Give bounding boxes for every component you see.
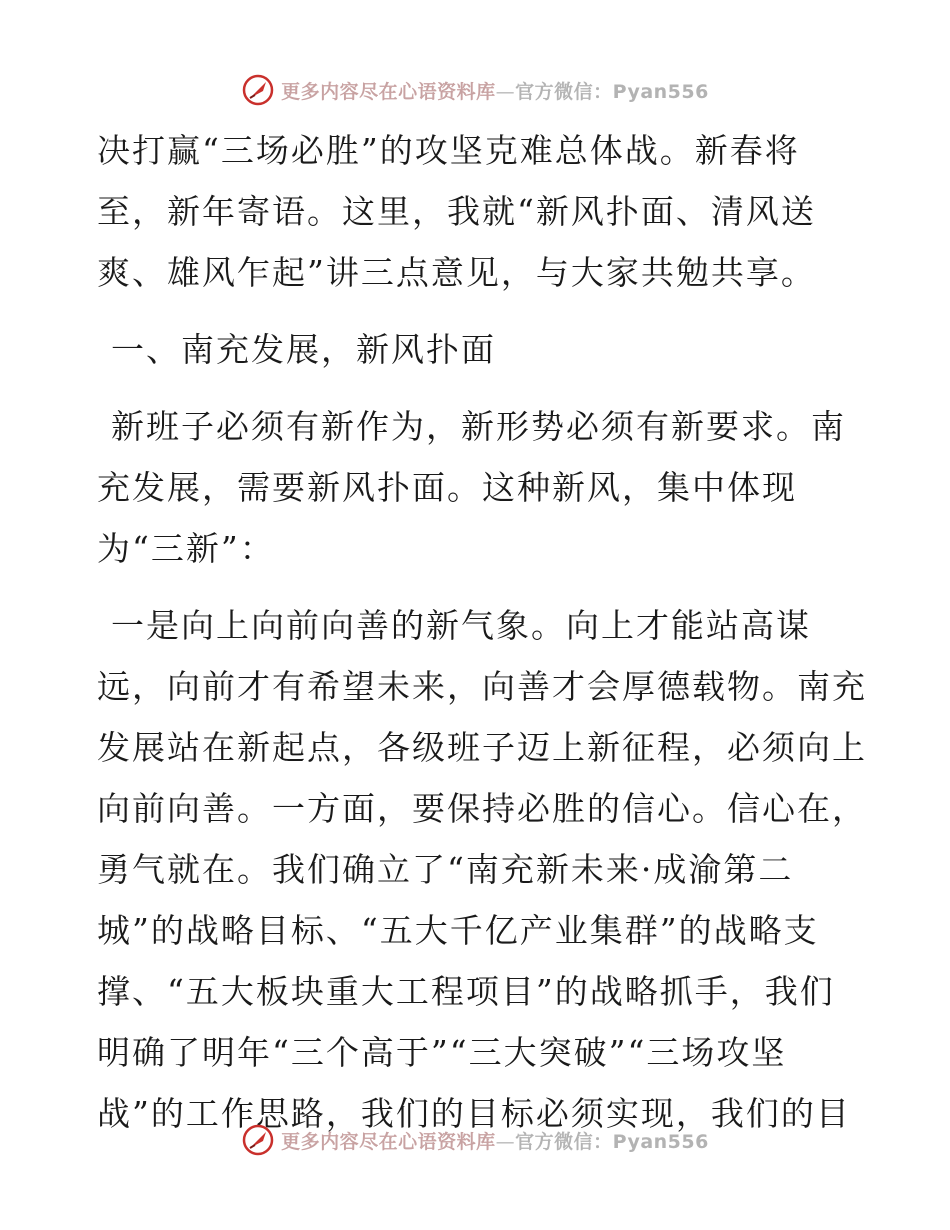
text-line: 勇气就在。我们确立了“南充新未来·成渝第二 xyxy=(97,850,794,889)
text-line: 决打赢“三场必胜”的攻坚克难总体战。新春将 xyxy=(97,131,800,170)
text-line: 远，向前才有希望未来，向善才会厚德载物。南充 xyxy=(97,667,867,706)
quill-logo-icon xyxy=(241,73,275,107)
text-line: 发展站在新起点，各级班子迈上新征程，必须向上 xyxy=(97,728,867,767)
text-line: 撑、“五大板块重大工程项目”的战略抓手，我们 xyxy=(97,972,835,1011)
text-line: 爽、雄风乍起”讲三点意见，与大家共勉共享。 xyxy=(97,253,816,292)
page-header-watermark xyxy=(0,70,950,110)
text-line: 一是向上向前向善的新气象。向上才能站高谋 xyxy=(111,606,811,645)
text-line: 新班子必须有新作为，新形势必须有新要求。南 xyxy=(111,407,846,446)
text-line: 城”的战略目标、“五大千亿产业集群”的战略支 xyxy=(97,911,819,950)
text-line: 明确了明年“三个高于”“三大突破”“三场攻坚 xyxy=(97,1033,787,1072)
page-footer-watermark xyxy=(0,1120,950,1160)
text-line: 为“三新”： xyxy=(97,529,275,568)
paragraph-gap xyxy=(97,380,857,396)
paragraph-gap xyxy=(97,303,857,319)
text-line: 一、南充发展，新风扑面 xyxy=(111,330,496,369)
document-body xyxy=(97,120,867,1144)
text-line: 战”的工作思路，我们的目标必须实现，我们的目 xyxy=(97,1094,851,1133)
paragraph-gap xyxy=(97,579,857,595)
footer-watermark-text: 更多内容尽在心语资料库—官方微信：Pyan556 xyxy=(281,1130,709,1153)
text-line: 向前向善。一方面，要保持必胜的信心。信心在， xyxy=(97,789,867,828)
text-line: 充发展，需要新风扑面。这种新风，集中体现 xyxy=(97,468,797,507)
header-watermark-text: 更多内容尽在心语资料库—官方微信：Pyan556 xyxy=(281,80,709,103)
text-line: 至，新年寄语。这里，我就“新风扑面、清风送 xyxy=(97,192,816,231)
quill-logo-icon xyxy=(241,1123,275,1157)
